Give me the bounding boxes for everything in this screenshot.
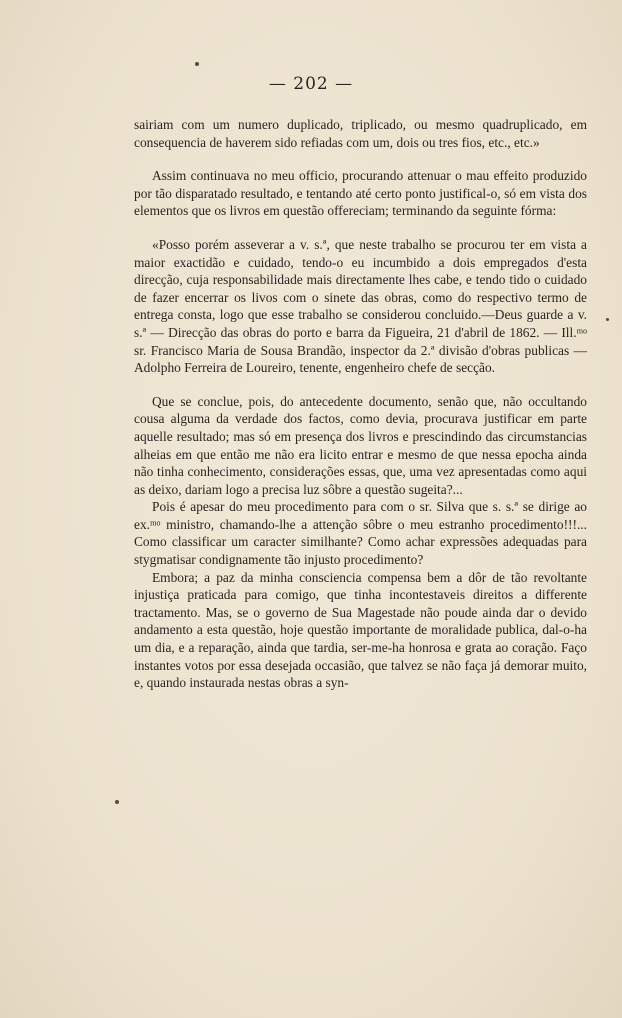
ink-speck [195,62,199,66]
paragraph: Pois é apesar do meu procedimento para com o sr. Silva que s. s.ª se dirige ao ex.ᵐᵒ ministro, chamando-lhe a attenção sôbre o meu estranho procedimento!!!... Como classificar um caracter similhante? Como achar expressões adequadas para stygmatisar condignamente tão injusto procedimento? [134,499,587,568]
ink-speck [115,800,119,804]
paragraph: Que se conclue, pois, do antecedente documento, senão que, não occultando cousa alguma da verdade dos factos, como devia, procurava justificar em parte aquelle resultado; mas só em presença dos livros e prescindindo das circumstancias alheias em que então me não era licito entrar e mesmo de que nessa epocha ainda não tinha conhecimento, considerações essas, que, uma vez apresentadas como aqui as deixo, dariam logo a precisa luz sôbre a questão sugeita?... [134,393,587,497]
paragraph: Embora; a paz da minha consciencia compensa bem a dôr de tão revoltante injustiça praticada para comigo, que tinha incontestaveis direitos a differente tractamento. Mas, se o governo de Sua Magestade não poude ainda dar o devido andamento a esta questão, hoje questão importante de moralidade publica, dal-o-ha um dia, e a reparação, ainda que tardia, ser-me-ha honrosa e grata ao coração. Faço instantes votos por essa desejada occasião, que talvez se não faça já demorar muito, e, quando instaurada nestas obras a syn- [134,569,587,691]
quoted-letter: «Posso porém asseverar a v. s.ª, que neste trabalho se procurou ter em vista a maior exactidão e cuidado, tendo-o eu incumbido a dois empregados d'esta direcção, cuja responsabilidade mais directamente lhes cabe, e tendo tido o cuidado de fazer encerrar os livos com o sinete das obras, como do respectivo termo de entrega consta, logo que esse trabalho se considerou concluido.—Deus guarde a v. s.ª — Direcção das obras do porto e barra da Figueira, 21 d'abril de 1862. — Ill.ᵐᵒ sr. Francisco Maria de Sousa Brandão, inspector da 2.ª divisão d'obras publicas — Adolpho Ferreira de Loureiro, tenente, engenheiro chefe de secção. [134,236,587,376]
page-number: — 202 — [268,74,354,94]
paragraph: Assim continuava no meu officio, procurando attenuar o mau effeito produzido por tão disparatado resultado, e tentando até certo ponto justifical-o, só em vista dos elementos que os livros em questão offereciam; terminando da seguinte fórma: [134,168,587,219]
body-text [134,116,587,692]
ink-speck [606,318,609,321]
paragraph-continuation: sairiam com um numero duplicado, triplicado, ou mesmo quadruplicado, em consequencia de haverem sido refiadas com um, dois ou tres fios, etc., etc.» [134,117,587,150]
